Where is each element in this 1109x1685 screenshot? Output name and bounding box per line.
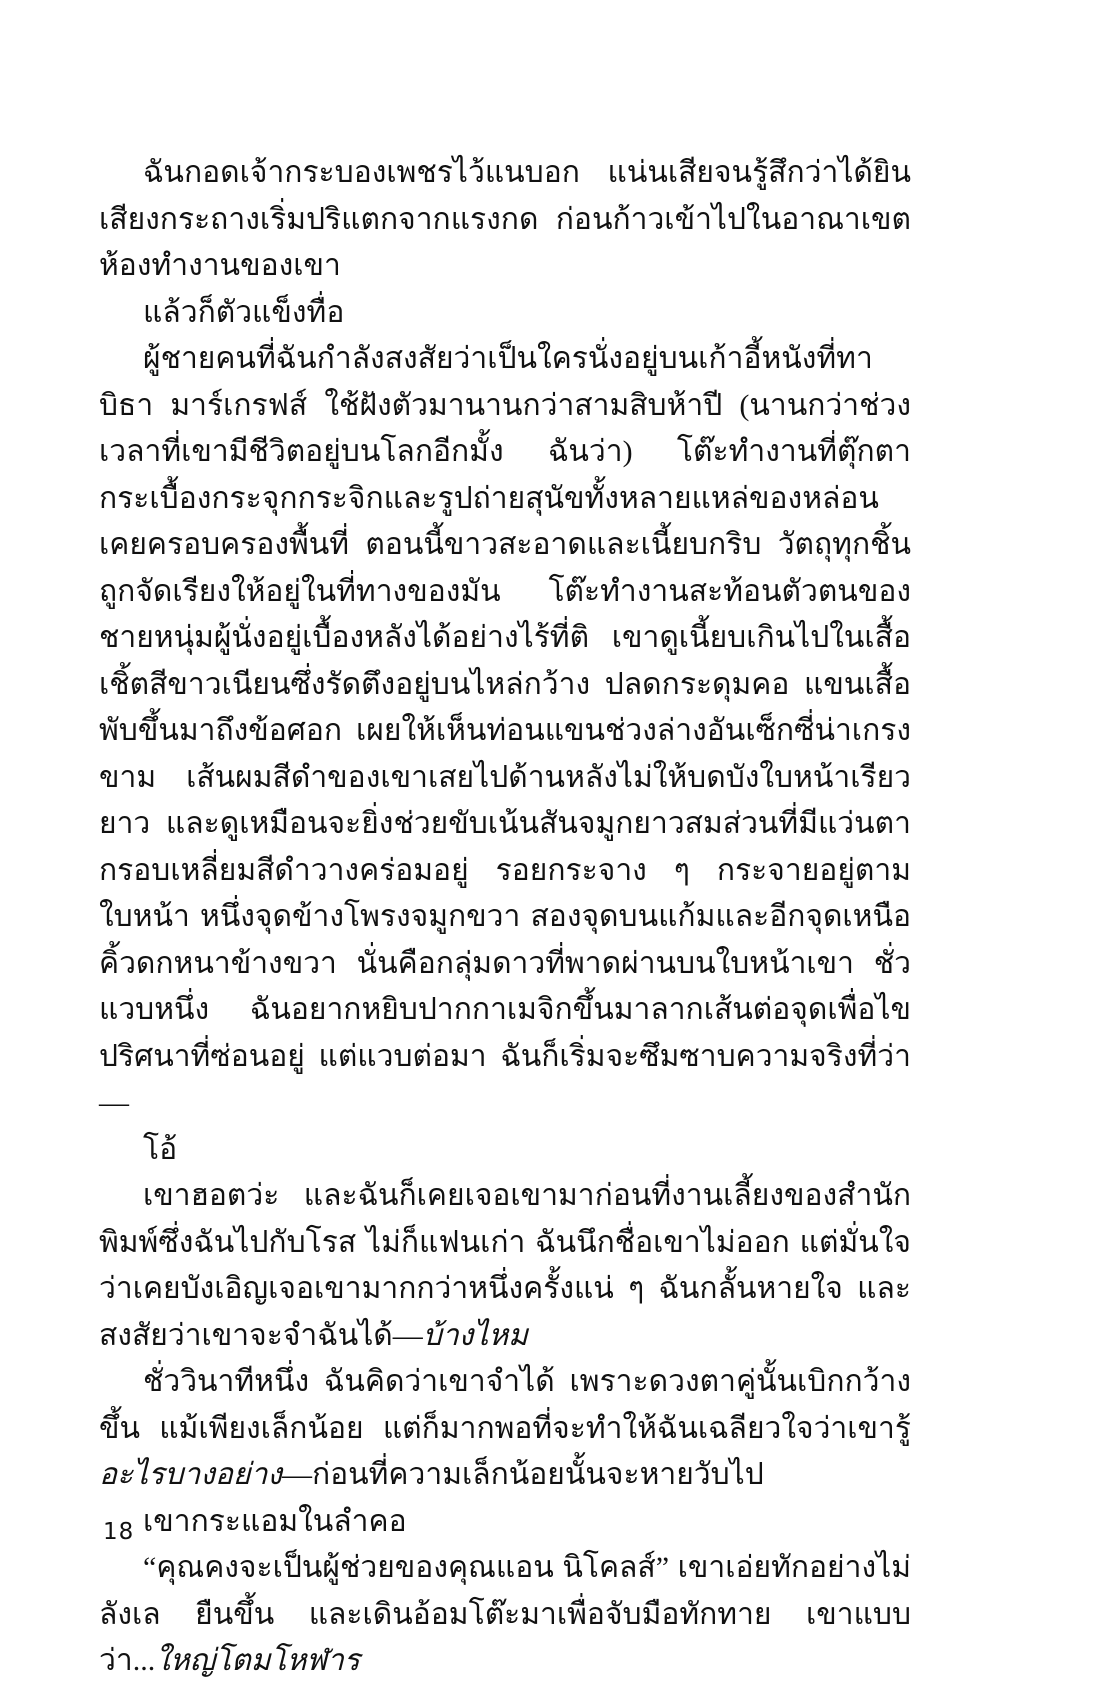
text-segment: เขากระแอมในลำคอ [143, 1504, 407, 1538]
text-segment: ผู้ชายคนที่ฉันกำลังสงสัยว่าเป็นใครนั่งอยู่บนเก้าอี้หนังที่ทาบิธา มาร์เกรฟส์ ใช้ฝังตัวมานานกว่าสามสิบห้าปี (นานกว่าช่วงเวลาที่เขามีชีวิตอยู่บนโลกอีกมั้ง ฉันว่า) โต๊ะทำงานที่ตุ๊กตากระเบื้องกระจุกกระจิกและรูปถ่ายสุนัขทั้งหลายแหล่ของหล่อนเคยครอบครองพื้นที่ ตอนนี้ขาวสะอาดและเนี้ยบกริบ วัตถุทุกชิ้นถูกจัดเรียงให้อยู่ในที่ทางของมัน โต๊ะทำงานสะท้อนตัวตนของชายหนุ่มผู้นั่งอยู่เบื้องหลังได้อย่างไร้ที่ติ เขาดูเนี้ยบเกินไปในเสื้อเชิ้ตสีขาวเนียนซึ่งรัดตึงอยู่บนไหล่กว้าง ปลดกระดุมคอ แขนเสื้อพับขึ้นมาถึงข้อศอก เผยให้เห็นท่อนแขนช่วงล่างอันเซ็กซี่น่าเกรงขาม เส้นผมสีดำของเขาเสยไปด้านหลังไม่ให้บดบังใบหน้าเรียวยาว และดูเหมือนจะยิ่งช่วยขับเน้นสันจมูกยาวสมส่วนที่มีแว่นตากรอบเหลี่ยมสีดำวางคร่อมอยู่ รอยกระจาง ๆ กระจายอยู่ตามใบหน้า หนึ่งจุดข้างโพรงจมูกขวา สองจุดบนแก้มและอีกจุดเหนือคิ้วดกหนาข้างขวา นั่นคือกลุ่มดาวที่พาดผ่านบนใบหน้าเขา ชั่วแวบหนึ่ง ฉันอยากหยิบปากกาเมจิกขึ้นมาลากเส้นต่อจุดเพื่อไขปริศนาที่ซ่อนอยู่ แต่แวบต่อมา ฉันก็เริ่มจะซึมซาบความจริงที่ว่า— [99, 342, 911, 1119]
text-segment: โอ้ [143, 1132, 178, 1166]
paragraph [99, 290, 911, 337]
italic-text-segment: ใหญ่โตมโหฬาร [155, 1644, 360, 1677]
page-text [99, 150, 911, 1685]
text-segment: ฉันกอดเจ้ากระบองเพชรไว้แนบอก แน่นเสียจนรู้สึกว่าได้ยินเสียงกระถางเริ่มปริแตกจากแรงกด ก่อนก้าวเข้าไปในอาณาเขตห้องทำงานของเขา [99, 156, 911, 282]
italic-text-segment: อะไรบางอย่าง [99, 1458, 282, 1491]
text-segment: —ก่อนที่ความเล็กน้อยนั้นจะหายวับไป [281, 1458, 764, 1491]
paragraph [99, 1127, 911, 1174]
paragraph [99, 1173, 911, 1359]
text-segment: ชั่ววินาทีหนึ่ง ฉันคิดว่าเขาจำได้ เพราะดวงตาคู่นั้นเบิกกว้างขึ้น แม้เพียงเล็กน้อย แต่ก็มากพอที่จะทำให้ฉันเฉลียวใจว่าเขารู้ [99, 1365, 911, 1445]
text-segment: “คุณคงจะเป็นผู้ช่วยของคุณแอน นิโคลส์” เขาเอ่ยทักอย่างไม่ลังเล ยืนขึ้น และเดินอ้อมโต๊ะมาเพื่อจับมือทักทาย เขาแบบว่า... [99, 1551, 911, 1677]
paragraph [99, 1499, 911, 1546]
paragraph [99, 1545, 911, 1685]
text-segment: เขาฮอตว่ะ และฉันก็เคยเจอเขามาก่อนที่งานเลี้ยงของสำนักพิมพ์ซึ่งฉันไปกับโรส ไม่ก็แฟนเก่า ฉันนึกชื่อเขาไม่ออก แต่มั่นใจว่าเคยบังเอิญเจอเขามากกว่าหนึ่งครั้งแน่ ๆ ฉันกลั้นหายใจ และสงสัยว่าเขาจะจำฉันได้— [99, 1179, 911, 1352]
paragraph [99, 150, 911, 290]
italic-text-segment: บ้างไหม [422, 1318, 528, 1352]
paragraph [99, 1359, 911, 1499]
page-number: 18 [103, 1519, 135, 1545]
text-segment: แล้วก็ตัวแข็งทื่อ [143, 295, 345, 329]
paragraph [99, 336, 911, 1127]
